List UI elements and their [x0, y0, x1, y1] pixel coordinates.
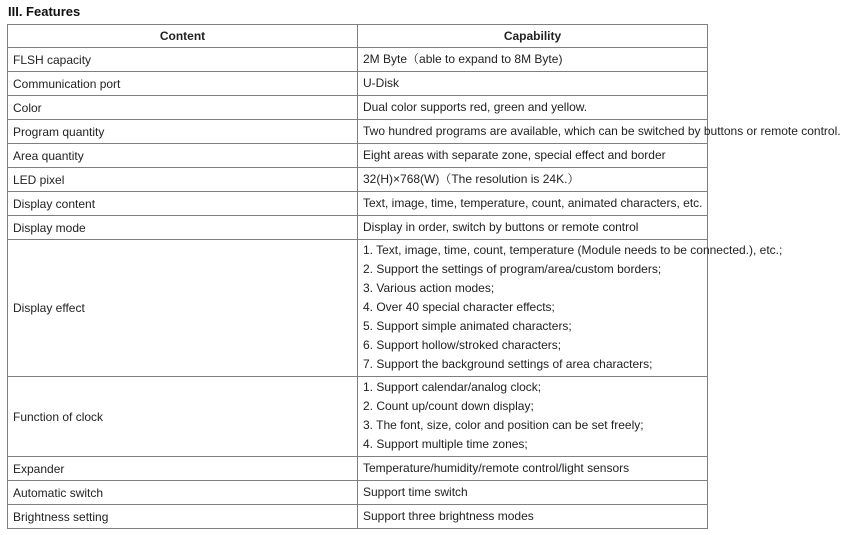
capability-line: 3. The font, size, color and position can be set freely;	[363, 418, 644, 432]
row-capability-cell	[358, 144, 708, 168]
row-content-label: Area quantity	[8, 144, 358, 168]
table-row	[8, 216, 708, 240]
capability-line: Two hundred programs are available, which can be switched by buttons or remote control.	[363, 124, 841, 138]
capability-line: 6. Support hollow/stroked characters;	[363, 338, 562, 352]
capability-line: Display in order, switch by buttons or remote control	[363, 220, 639, 234]
row-content-label: LED pixel	[8, 168, 358, 192]
row-content-label: Function of clock	[8, 377, 358, 457]
row-capability-cell	[358, 377, 708, 457]
row-content-label: Communication port	[8, 72, 358, 96]
capability-line: Support three brightness modes	[363, 509, 534, 523]
table-body	[8, 48, 841, 529]
table-header-row	[8, 25, 708, 48]
table-row	[8, 48, 708, 72]
row-capability-cell	[358, 120, 841, 144]
row-content-label: Display effect	[8, 240, 358, 377]
header-content: Content	[8, 25, 358, 48]
capability-line: Eight areas with separate zone, special effect and border	[363, 148, 666, 162]
table-row	[8, 240, 708, 377]
table-row	[8, 120, 708, 144]
row-content-label: Program quantity	[8, 120, 358, 144]
table-row	[8, 168, 708, 192]
table-row	[8, 377, 708, 457]
capability-line: 32(H)×768(W)（The resolution is 24K.）	[363, 172, 580, 186]
capability-line: 2. Count up/count down display;	[363, 399, 534, 413]
capability-line: 3. Various action modes;	[363, 281, 495, 295]
row-capability-cell	[358, 48, 708, 72]
row-capability-cell	[358, 240, 783, 377]
capability-line: 1. Text, image, time, count, temperature (Module needs to be connected.), etc.;	[363, 243, 783, 257]
capability-line: 1. Support calendar/analog clock;	[363, 380, 542, 394]
capability-line: Temperature/humidity/remote control/light sensors	[363, 461, 630, 475]
table-row	[8, 144, 708, 168]
row-content-label: Expander	[8, 457, 358, 481]
row-capability-cell	[358, 457, 708, 481]
header-capability: Capability	[358, 25, 708, 48]
table-row	[8, 72, 708, 96]
capability-line: 4. Over 40 special character effects;	[363, 300, 555, 314]
capability-line: Dual color supports red, green and yellow.	[363, 100, 588, 114]
capability-line: Text, image, time, temperature, count, animated characters, etc.	[363, 196, 703, 210]
row-capability-cell	[358, 505, 708, 529]
row-capability-cell	[358, 96, 708, 120]
capability-line: 4. Support multiple time zones;	[363, 437, 528, 451]
row-content-label: Automatic switch	[8, 481, 358, 505]
row-capability-cell	[358, 216, 708, 240]
capability-line: 7. Support the background settings of area characters;	[363, 357, 653, 371]
row-content-label: Brightness setting	[8, 505, 358, 529]
row-content-label: FLSH capacity	[8, 48, 358, 72]
capability-line: 5. Support simple animated characters;	[363, 319, 572, 333]
row-content-label: Display mode	[8, 216, 358, 240]
row-content-label: Color	[8, 96, 358, 120]
features-table	[7, 24, 841, 529]
table-row	[8, 457, 708, 481]
capability-line: 2M Byte（able to expand to 8M Byte)	[363, 52, 563, 66]
row-capability-cell	[358, 72, 708, 96]
capability-line: 2. Support the settings of program/area/custom borders;	[363, 262, 662, 276]
section-title: III. Features	[8, 4, 81, 19]
row-capability-cell	[358, 168, 708, 192]
table-row	[8, 481, 708, 505]
row-capability-cell	[358, 481, 708, 505]
row-content-label: Display content	[8, 192, 358, 216]
table-row	[8, 96, 708, 120]
table-row	[8, 505, 708, 529]
capability-line: U-Disk	[363, 76, 399, 90]
capability-line: Support time switch	[363, 485, 468, 499]
table-row	[8, 192, 708, 216]
row-capability-cell	[358, 192, 708, 216]
